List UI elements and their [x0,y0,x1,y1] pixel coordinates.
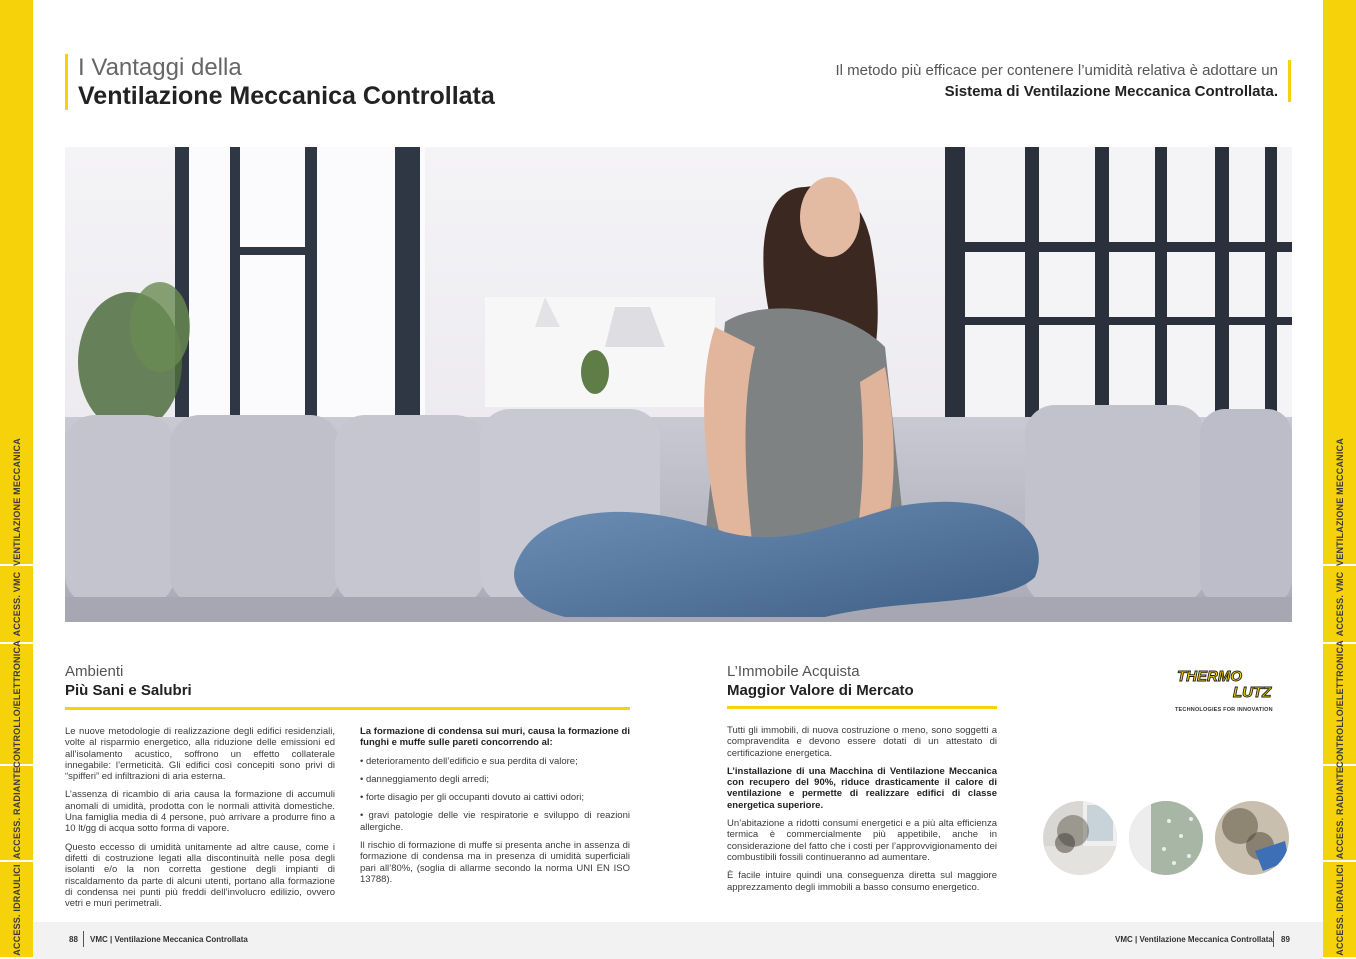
right-side-tabs [1323,0,1356,959]
col1-paragraph: Le nuove metodologie di realizzazione degli edifici residenziali, volte al risparmio energetico, alla riduzione delle emissioni ed all’isolamento acustico, soffrono un effetto collaterale innegabile: l’ermeticità. Gli edifici così concepiti sono privi di “spifferi” ed infiltrazioni di aria esterna. [65,726,335,783]
right-paragraph: È facile intuire quindi una conseguenza diretta sul maggiore apprezzamento degli immobili a basso consumo energetico. [727,870,997,893]
footer-separator [1273,931,1274,947]
bullet-item: • forte disagio per gli occupanti dovuto ai cattivi odori; [360,792,585,804]
logo-tagline: TECHNOLOGIES FOR INNOVATION [1175,707,1273,713]
subtitle-line2: Sistema di Ventilazione Meccanica Controllata. [944,83,1278,100]
svg-text:LUTZ: LUTZ [1233,684,1272,701]
title-light: I Vantaggi della [78,54,242,81]
section-right-heading-light: L’Immobile Acquista [727,663,860,680]
hero-photo [65,147,1292,622]
section-left-col2 [360,726,630,892]
svg-text:THERMO: THERMO [1177,668,1242,685]
title-bold: Ventilazione Meccanica Controllata [78,82,495,110]
section-left-col1 [65,726,335,916]
page-title [65,54,495,110]
subtitle-line1: Il metodo più efficace per contenere l’umidità relativa è adottare un [835,62,1278,79]
side-tab-controllo-right[interactable]: CONTROLLO/ELETTRONICA [1323,644,1356,766]
mold-corner-thumbnail [1043,801,1117,875]
side-tab-access-vmc[interactable]: ACCESS. VMC [0,566,33,644]
bullet-item: • deterioramento dell’edificio e sua perdita di valore; [360,755,578,767]
section-right-heading [727,663,914,701]
mold-wall-thumbnail [1215,801,1289,875]
col2-outro: Il rischio di formazione di muffe si presenta anche in assenza di formazione di condensa ma in presenza di umidità superficiali pari all’80%, (soglia di allarme secondo la norma UNI EN ISO 13788). [360,840,630,885]
bullet-item: • gravi patologie delle vie respiratorie e sviluppo di reazioni allergiche. [360,810,630,833]
side-tab-access-vmc-right[interactable]: ACCESS. VMC [1323,566,1356,644]
right-paragraph: Tutti gli immobili, di nuova costruzione o meno, sono soggetti a compravendita e devono essere dotati di un attestato di certificazione energetica. [727,725,997,759]
footer-title-left: VMC | Ventilazione Meccanica Controllata [90,935,248,944]
footer-separator [83,931,84,947]
section-left-heading-light: Ambienti [65,663,124,680]
section-left-rule [65,707,630,710]
section-left-heading [65,663,192,701]
side-tab-ventilazione-right[interactable]: VENTILAZIONE MECCANICA [1323,440,1356,566]
side-tab-idraulici[interactable]: ACCESS. IDRAULICI [0,862,33,959]
col2-intro: La formazione di condensa sui muri, causa la formazione di funghi e muffe sulle pareti concorrendo al: [360,726,630,749]
section-right-heading-bold: Maggior Valore di Mercato [727,682,914,699]
page-number-left: 88 [69,935,78,944]
section-right-rule [727,706,997,709]
col1-paragraph: L’assenza di ricambio di aria causa la formazione di accumuli anomali di umidità, prodotta con le normali attività domestiche. Una famiglia media di 4 persone, può arrivare a produrre fino a 10 lt/gg di acqua sotto forma di vapore. [65,789,335,835]
right-paragraph-bold: L’installazione di una Macchina di Ventilazione Meccanica con recupero del 90%, riduce drasticamente il calore di ventilazione e permette di realizzare edifici di classe energetica superiore. [727,765,997,811]
col1-paragraph: Questo eccesso di umidità unitamente ad altre cause, come i difetti di costruzione legati alla discontinuità nelle posa degli isolanti e/o la non corretta gestione degli impianti di riscaldamento da parte di alcuni utenti, portano alla formazione di condensa nei punti più freddi dell’involucro edilizio, ovvero vetri e muri perimetrali. [65,841,335,910]
bullet-item: • danneggiamento degli arredi; [360,773,490,785]
side-tab-ventilazione[interactable]: VENTILAZIONE MECCANICA [0,440,33,566]
hero-illustration [65,147,1292,622]
page-number-right: 89 [1281,935,1290,944]
section-left-heading-bold: Più Sani e Salubri [65,682,192,699]
side-tab-radiante[interactable]: ACCESS. RADIANTE [0,766,33,862]
right-paragraph: Un’abitazione a ridotti consumi energetici e a più alta efficienza termica è commercialmente più appetibile, anche in considerazione del fatto che i costi per l’approvvigionamento dei combustibili fossili continueranno ad aumentare. [727,818,997,863]
side-tab-idraulici-right[interactable]: ACCESS. IDRAULICI [1323,862,1356,959]
footer-title-right: VMC | Ventilazione Meccanica Controllata [1115,935,1273,944]
left-side-tabs [0,0,33,959]
side-tab-controllo[interactable]: CONTROLLO/ELETTRONICA [0,644,33,766]
thermo-lutz-logo-mark [1175,667,1290,701]
section-right-text [727,725,997,900]
side-tab-radiante-right[interactable]: ACCESS. RADIANTE [1323,766,1356,862]
page-subtitle [758,60,1291,102]
thermo-lutz-logo [1175,667,1290,713]
condensation-window-thumbnail [1129,801,1203,875]
